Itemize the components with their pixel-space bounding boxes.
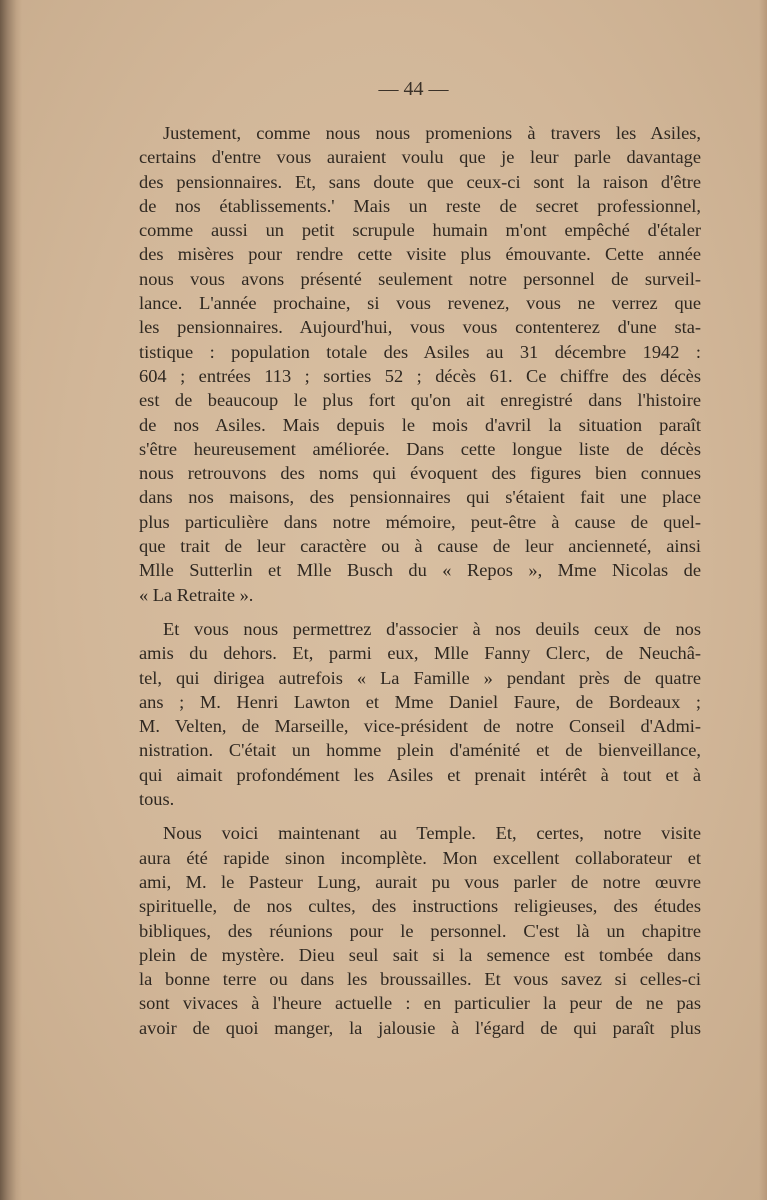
text-line: tistique : population totale des Asiles au 31 décembre 1942 :: [139, 341, 701, 362]
text-line: amis du dehors. Et, parmi eux, Mlle Fanny Clerc, de Neuchâ-: [139, 643, 701, 664]
paragraph-2: [139, 617, 701, 811]
text-line: est de beaucoup le plus fort qu'on ait enregistré dans l'histoire: [139, 390, 701, 411]
text-line: nous vous avons présenté seulement notre personnel de surveil-: [139, 268, 701, 289]
text-line: spirituelle, de nos cultes, des instructions religieuses, des études: [139, 896, 701, 917]
page-binding-edge: [0, 0, 22, 1200]
text-line: Mlle Sutterlin et Mlle Busch du « Repos », Mme Nicolas de: [139, 560, 701, 581]
text-line: 604 ; entrées 113 ; sorties 52 ; décès 61. Ce chiffre des décès: [139, 365, 701, 386]
text-line: que trait de leur caractère ou à cause de leur ancienneté, ainsi: [139, 536, 701, 557]
text-line: de nos établissements.' Mais un reste de secret professionnel,: [139, 195, 701, 216]
text-line: bibliques, des réunions pour le personnel. C'est là un chapitre: [139, 920, 701, 941]
text-line: des pensionnaires. Et, sans doute que ceux-ci sont la raison d'être: [139, 171, 701, 192]
text-line: avoir de quoi manger, la jalousie à l'égard de qui paraît plus: [139, 1017, 701, 1038]
text-line: Et vous nous permettrez d'associer à nos deuils ceux de nos: [163, 618, 701, 639]
text-line: certains d'entre vous auraient voulu que je leur parle davantage: [139, 147, 701, 168]
text-line: Justement, comme nous nous promenions à travers les Asiles,: [163, 123, 701, 143]
text-line: des misères pour rendre cette visite plus émouvante. Cette année: [139, 244, 701, 265]
text-line: tous.: [139, 789, 175, 810]
text-line: la bonne terre ou dans les broussailles. Et vous savez si celles-ci: [139, 969, 701, 990]
text-line: qui aimait profondément les Asiles et prenait intérêt à tout et à: [139, 764, 701, 785]
text-line: aura été rapide sinon incomplète. Mon excellent collaborateur et: [139, 847, 701, 868]
text-line: lance. L'année prochaine, si vous revenez, vous ne verrez que: [139, 293, 701, 314]
text-line: ami, M. le Pasteur Lung, aurait pu vous parler de notre œuvre: [139, 871, 701, 892]
text-line: ans ; M. Henri Lawton et Mme Daniel Faure, de Bordeaux ;: [139, 691, 701, 712]
text-line: plus particulière dans notre mémoire, peut-être à cause de quel-: [139, 511, 701, 532]
page-number: — 44 —: [378, 78, 449, 100]
text-line: s'être heureusement améliorée. Dans cette longue liste de décès: [139, 438, 701, 459]
page-right-edge: [759, 0, 767, 1200]
text-line: Nous voici maintenant au Temple. Et, certes, notre visite: [163, 823, 701, 844]
text-line: nous retrouvons des noms qui évoquent des figures bien connues: [139, 463, 701, 484]
text-line: tel, qui dirigea autrefois « La Famille » pendant près de quatre: [139, 667, 701, 688]
text-line: M. Velten, de Marseille, vice-président de notre Conseil d'Admi-: [139, 716, 701, 737]
text-line: de nos Asiles. Mais depuis le mois d'avril la situation paraît: [139, 414, 701, 435]
text-line: plein de mystère. Dieu seul sait si la semence est tombée dans: [139, 944, 701, 965]
text-line: comme aussi un petit scrupule humain m'ont empêché d'étaler: [139, 220, 701, 241]
text-line: nistration. C'était un homme plein d'aménité et de bienveillance,: [139, 740, 701, 761]
text-line: « La Retraite ».: [139, 584, 254, 605]
body-text: [139, 121, 701, 1040]
text-line: sont vivaces à l'heure actuelle : en particulier la peur de ne pas: [139, 993, 701, 1014]
text-line: les pensionnaires. Aujourd'hui, vous vous contenterez d'une sta-: [139, 317, 701, 338]
text-line: dans nos maisons, des pensionnaires qui s'étaient fait une place: [139, 487, 701, 508]
paragraph-3: [139, 821, 701, 1040]
paragraph-1: [139, 121, 701, 607]
